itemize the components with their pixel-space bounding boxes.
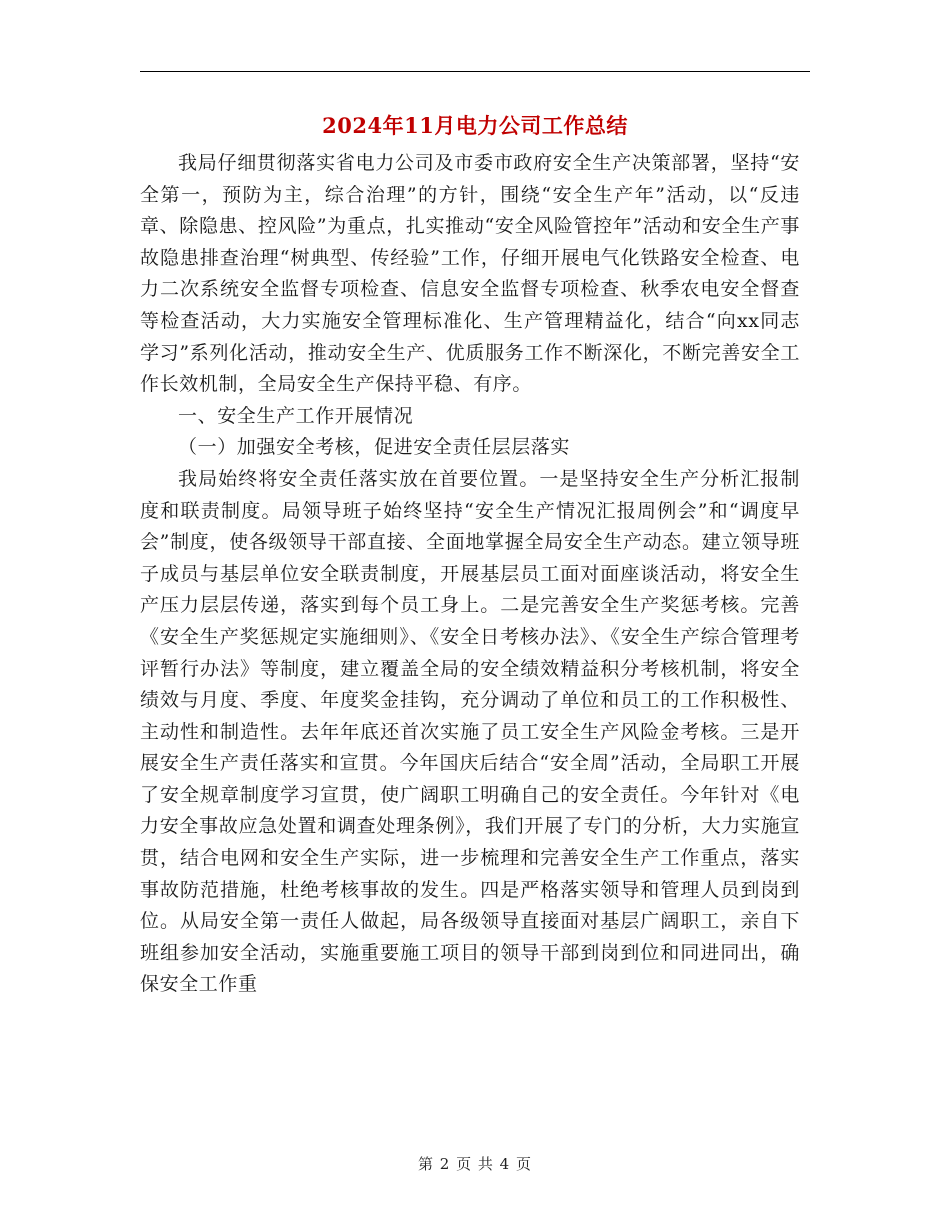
- section-heading: 一、安全生产工作开展情况: [178, 404, 414, 427]
- header-rule: [140, 71, 810, 72]
- document-title: 2024年11月电力公司工作总结: [322, 113, 628, 138]
- body-paragraph: 我局始终将安全责任落实放在首要位置。一是坚持安全生产分析汇报制度和联责制度。局领导班子始终坚持“安全生产情况汇报周例会”和“调度早会”制度，使各级领导干部直接、全面地掌握全局安全生产动态。建立领导班子成员与基层单位安全联责制度，开展基层员工面对面座谈活动，将安全生产压力层层传递，落实到每个员工身上。二是完善安全生产奖惩考核。完善《安全生产奖惩规定实施细则》、《安全日考核办法》、《安全生产综合管理考评暂行办法》等制度，建立覆盖全局的安全绩效精益积分考核机制，将安全绩效与月度、季度、年度奖金挂钩，充分调动了单位和员工的工作积极性、主动性和制造性。去年年底还首次实施了员工安全生产风险金考核。三是开展安全生产责任落实和宣贯。今年国庆后结合“安全周”活动，全局职工开展了安全规章制度学习宣贯，使广阔职工明确自己的安全责任。今年针对《电力安全事故应急处置和调查处理条例》，我们开展了专门的分析，大力实施宣贯，结合电网和安全生产实际，进一步梳理和完善安全生产工作重点，落实事故防范措施，杜绝考核事故的发生。四是严格落实领导和管理人员到岗到位。从局安全第一责任人做起，局各级领导直接面对基层广阔职工，亲自下班组参加安全活动，实施重要施工项目的领导干部到岗到位和同进同出，确保安全工作重: [140, 467, 800, 996]
- page-number-footer: 第 2 页 共 4 页: [418, 1155, 532, 1173]
- intro-paragraph: 我局仔细贯彻落实省电力公司及市委市政府安全生产决策部署，坚持“安全第一，预防为主，综合治理”的方针，围绕“安全生产年”活动，以“反违章、除隐患、控风险”为重点，扎实推动“安全风险管控年”活动和安全生产事故隐患排查治理“树典型、传经验”工作，仔细开展电气化铁路安全检查、电力二次系统安全监督专项检查、信息安全监督专项检查、秋季农电安全督查等检查活动，大力实施安全管理标准化、生产管理精益化，结合“向xx同志学习”系列化活动，推动安全生产、优质服务工作不断深化，不断完善安全工作长效机制，全局安全生产保持平稳、有序。: [140, 152, 800, 396]
- subsection-heading: （一）加强安全考核，促进安全责任层层落实: [178, 436, 571, 459]
- document-body: [140, 148, 800, 1001]
